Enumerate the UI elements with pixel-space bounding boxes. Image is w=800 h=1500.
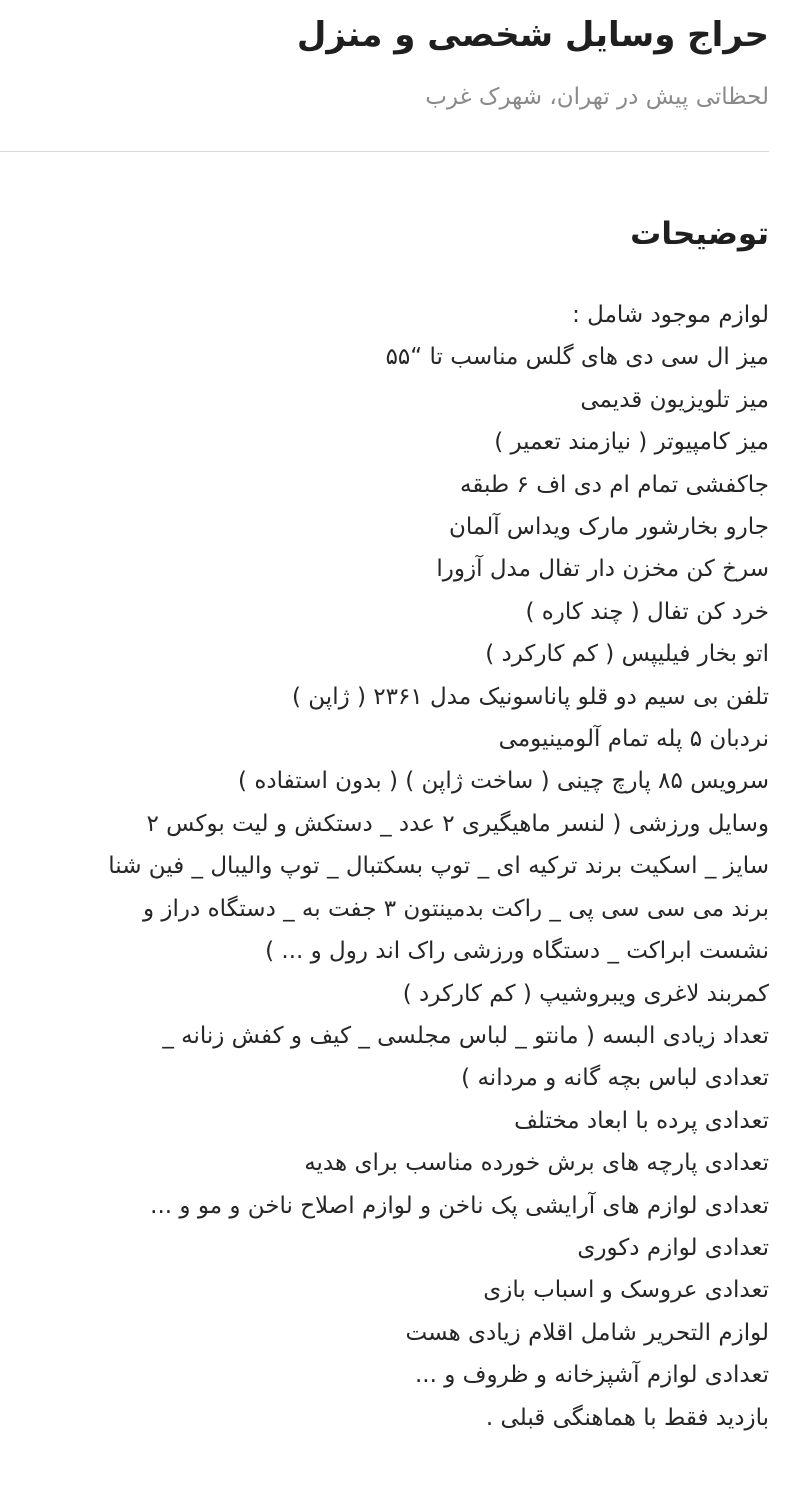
description-line: تعدادی پرده با ابعاد مختلف <box>514 1107 769 1134</box>
header-divider <box>0 151 769 152</box>
description-line: اتو بخار فیلیپس ( کم کارکرد ) <box>485 641 769 668</box>
description-line: تعدادی پارچه های برش خورده مناسب برای هدیه <box>304 1150 769 1177</box>
description-line: میز تلویزیون قدیمی <box>580 386 769 413</box>
description-line: میز ال سی دی های گلس مناسب تا “۵۵ <box>385 344 769 371</box>
description-line: سایز _ اسکیت برند ترکیه ای _ توپ بسکتبال _ توپ والیبال _ فین شنا <box>108 853 769 880</box>
description-line: لوازم موجود شامل : <box>572 302 769 328</box>
description-line: تعدادی عروسک و اسباب بازی <box>483 1277 769 1304</box>
description-heading: توضیحات <box>630 216 769 252</box>
description-line: خرد کن تفال ( چند کاره ) <box>525 598 769 625</box>
listing-subtitle: لحظاتی پیش در تهران، شهرک غرب <box>425 84 769 110</box>
description-line: تعدادی لوازم دکوری <box>577 1234 769 1261</box>
listing-title: حراج وسایل شخصی و منزل <box>296 15 769 55</box>
description-line: سرخ کن مخزن دار تفال مدل آزورا <box>436 556 769 583</box>
description-line: لوازم التحریر شامل اقلام زیادی هست <box>405 1319 769 1346</box>
description-line: تعداد زیادی البسه ( مانتو _ لباس مجلسی _ کیف و کفش زنانه _ <box>162 1022 769 1049</box>
description-line: کمربند لاغری ویبروشیپ ( کم کارکرد ) <box>402 980 769 1007</box>
description-line: جاکفشی تمام ام دی اف ۶ طبقه <box>460 471 769 498</box>
description-line: بازدید فقط با هماهنگی قبلی . <box>485 1404 769 1431</box>
description-line: سرویس ۸۵ پارچ چینی ( ساخت ژاپن ) ( بدون استفاده ) <box>238 768 769 795</box>
description-line: تعدادی لوازم آشپزخانه و ظروف و ... <box>414 1362 769 1389</box>
description-line: تعدادی لوازم های آرایشی پک ناخن و لوازم اصلاح ناخن و مو و ... <box>150 1192 769 1219</box>
description-line: تلفن بی سیم دو قلو پاناسونیک مدل ۲۳۶۱ ( ژاپن ) <box>292 683 769 710</box>
description-line: وسایل ورزشی ( لنسر ماهیگیری ۲ عدد _ دستکش و لیت بوکس ۲ <box>146 810 769 837</box>
description-line: تعدادی لباس بچه گانه و مردانه ) <box>461 1065 769 1092</box>
description-line: برند می سی سی پی _ راکت بدمینتون ۳ جفت به _ دستگاه دراز و <box>143 895 769 922</box>
listing-header <box>30 0 769 112</box>
description-line: نشست ابراکت _ دستگاه ورزشی راک اند رول و ... ) <box>265 938 769 965</box>
description-line: نردبان ۵ پله تمام آلومینیومی <box>498 726 769 753</box>
description-body <box>30 294 769 1439</box>
description-line: میز کامپیوتر ( نیازمند تعمیر ) <box>494 429 769 456</box>
description-line: جارو بخارشور مارک ویداس آلمان <box>449 514 769 541</box>
